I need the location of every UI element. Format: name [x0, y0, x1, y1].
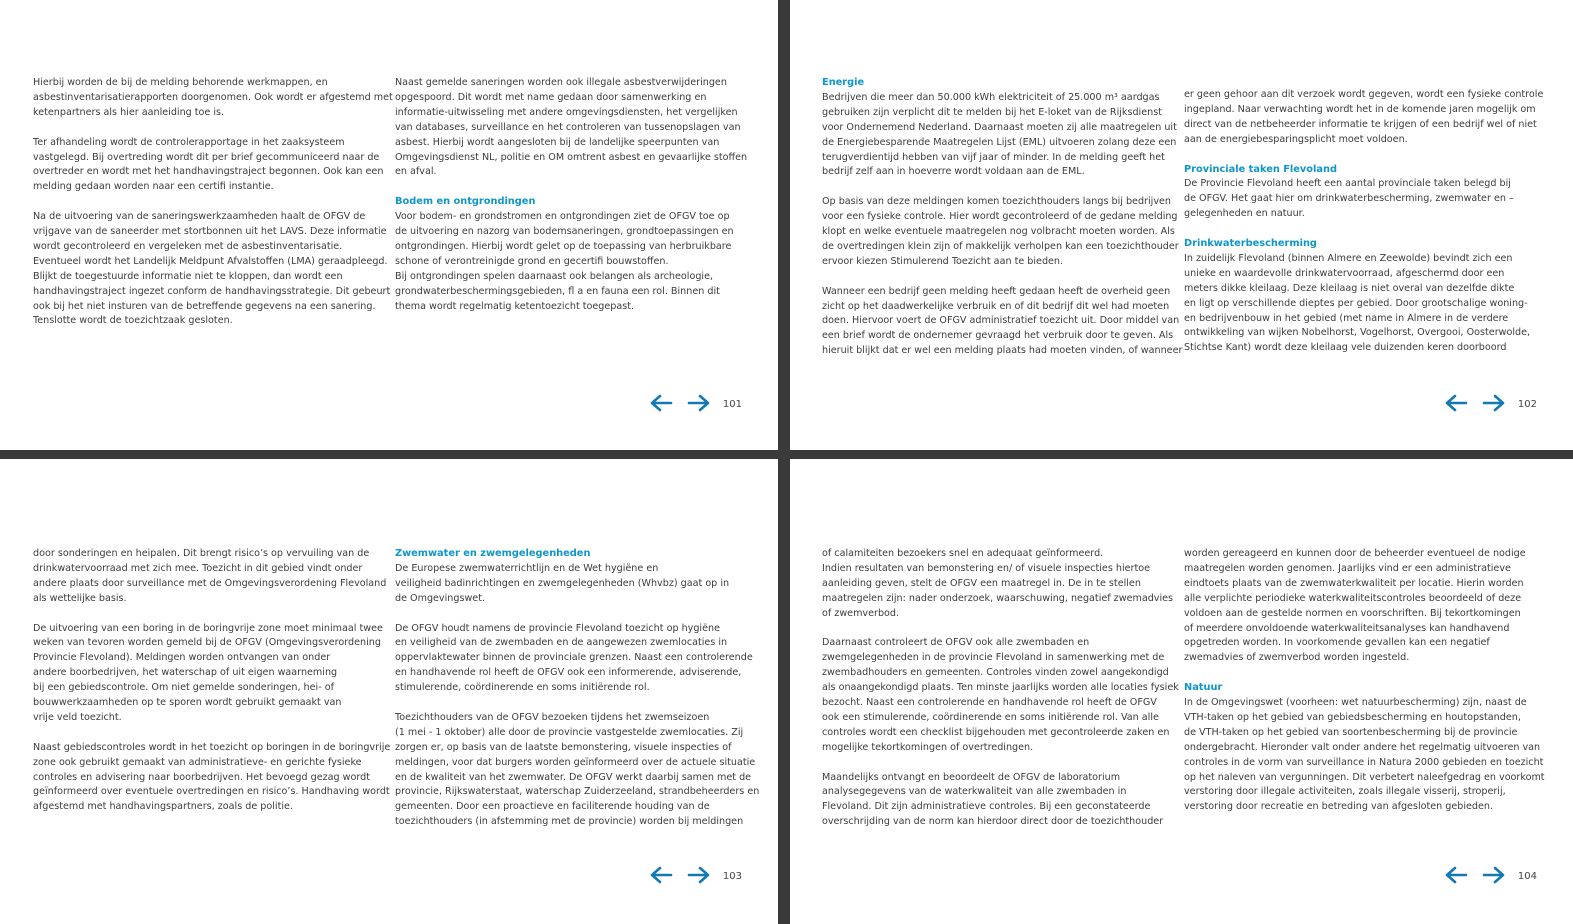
text-line: direct van de netbeheerder informatie te krijgen of een bedrijf wel of niet [1184, 118, 1537, 130]
text-line: handhavingstraject ingezet conform de handhavingsstrategie. Dit gebeurt [33, 285, 391, 297]
text-line: Ter afhandeling wordt de controlerapportage in het zaaksysteem [33, 136, 345, 148]
text-line: andere boorbedrijven, het waterschap of uit eigen waarneming [33, 667, 338, 679]
text-line: overschrijding van de norm kan hierdoor direct door de toezichthouder [822, 816, 1164, 828]
text-line: unieke en waardevolle drinkwatervoorraad, afgeschermd door een [1184, 267, 1505, 279]
right-column [395, 547, 760, 830]
next-page-button[interactable] [687, 867, 711, 885]
paragraph [822, 547, 1172, 622]
text-line: controles wordt een checklist bijgehouden met gecontroleerde zaken en [822, 726, 1170, 738]
text-line: klopt en welke eventuele maatregelen nog volbracht moeten worden. Als [822, 226, 1175, 238]
text-line: schone of verontreinigde grond en gecertifi bouwstoffen. [395, 255, 669, 267]
text-line: meters dikke kleilaag. Deze kleilaag is niet overal van dezelfde dikte [1184, 282, 1515, 294]
text-line: en afval. [395, 166, 437, 178]
text-line: verstoring door recreatie en betreding van afgesloten gebieden. [1184, 801, 1494, 813]
text-line: controles in de vorm van surveillance in Natura 2000 gebieden en toezicht [1184, 756, 1544, 768]
paragraph [1184, 88, 1544, 148]
text-line: een brief wordt de ondernemer gevraagd het verbruik door te geven. Als [822, 330, 1174, 342]
text-line: Na de uitvoering van de saneringswerkzaamheden haalt de OFGV de [33, 211, 366, 223]
text-line: De OFGV houdt namens de provincie Flevoland toezicht op hygiëne [395, 622, 720, 634]
text-line: zicht op het daadwerkelijke verbruik en of dit bedrijf dit wel had moeten [822, 300, 1170, 312]
text-line: ook bij het niet insturen van de betreffende gegevens na een sanering. [33, 300, 376, 312]
arrow-left-icon [1444, 394, 1468, 415]
text-line: Flevoland. Dit zijn administratieve controles. Bij een geconstateerde [822, 801, 1151, 813]
paragraph [33, 210, 391, 329]
text-line: zorgen er, op basis van de laatste bemonstering, visuele inspecties of [395, 741, 732, 753]
paragraph [822, 76, 1177, 180]
text-line: Maandelijks ontvangt en beoordeelt de OFGV de laboratorium [822, 771, 1121, 783]
text-line: voldoen aan de gestelde normen en voorschriften. Bij tekortkomingen [1184, 607, 1521, 619]
right-column [395, 76, 750, 314]
text-line: of calamiteiten bezoekers snel en adequaat geïnformeerd. [822, 548, 1104, 559]
text-line: overtreder en wordt met het handhavingstraject begonnen. Ook kan een [33, 166, 384, 178]
text-line: aan de energiebesparingsplicht moet voldoen. [1184, 133, 1408, 145]
section-heading: Drinkwaterbescherming [1184, 238, 1317, 250]
text-line: worden gereageerd en kunnen door de beheerder eventueel de nodige [1184, 548, 1526, 559]
paragraph [822, 636, 1179, 755]
text-line: Omgevingsdienst NL, politie en OM omtrent asbest en gevaarlijke stoffen [395, 151, 748, 163]
arrow-right-icon [1482, 394, 1506, 415]
page-103 [0, 459, 778, 924]
page-navigation [1444, 867, 1537, 885]
text-line: als onaangekondigd plaats. Ten minste jaarlijks worden alle locaties fysiek [822, 682, 1179, 694]
text-line: ketenpartners als hier aanleiding toe is. [33, 106, 225, 118]
text-line: ingepland. Naar verwachting wordt het in de komende jaren mogelijk om [1184, 103, 1536, 115]
page-navigation [649, 867, 742, 885]
section-heading: Bodem en ontgrondingen [395, 196, 536, 208]
text-line: voor Ondernemend Nederland. Daarnaast moeten zij alle maatregelen uit [822, 121, 1177, 133]
text-line: en ligt op verschillende dieptes per gebied. Door grootschalige woning- [1184, 297, 1528, 309]
paragraph [395, 711, 760, 830]
text-line: maatregelen worden genomen. Jaarlijks vind er een administratieve [1184, 562, 1511, 574]
paragraph [395, 76, 750, 180]
text-line: Naast gebiedscontroles wordt in het toezicht op boringen in de boringvrije [33, 741, 391, 753]
text-line: mogelijke tekortkomingen of overtredingen. [822, 741, 1034, 753]
paragraph [822, 195, 1179, 270]
next-page-button[interactable] [1482, 867, 1506, 885]
text-line: veiligheid badinrichtingen en zwemgelegenheden (Whvbz) gaat op in [395, 577, 730, 589]
section-heading: Provinciale taken Flevoland [1184, 163, 1337, 175]
text-line: verstoring door illegale activiteiten, zoals illegale visserij, stroperij, [1184, 786, 1506, 798]
text-line: ervoor kiezen Stimulerend Toezicht aan te bieden. [822, 255, 1064, 267]
text-line: (1 mei - 1 oktober) alle door de provincie vastgestelde zwemlocaties. Zij [395, 726, 744, 738]
text-line: toezichthouders (in afstemming met de provincie) worden bij meldingen [395, 816, 744, 828]
text-line: In de Omgevingswet (voorheen: wet natuurbescherming) zijn, naast de [1184, 697, 1527, 709]
text-line: de overtredingen klein zijn of makkelijk verholpen kan een toezichthouder [822, 240, 1179, 252]
text-line: er geen gehoor aan dit verzoek wordt gegeven, wordt een fysieke controle [1184, 89, 1544, 100]
text-line: bij een gebiedscontrole. Om niet gemelde sonderingen, hei- of [33, 682, 334, 694]
section-heading: Natuur [1184, 682, 1223, 694]
right-column [1184, 547, 1545, 815]
text-line: aanleiding geven, stelt de OFGV een maatregel in. De in te stellen [822, 577, 1141, 589]
text-line: analysegegevens van de waterkwaliteit van alle zwembaden in [822, 786, 1127, 798]
text-line: Indien resultaten van bemonstering en/ of visuele inspecties hiertoe [822, 562, 1150, 574]
page-number: 102 [1517, 398, 1537, 410]
text-line: Blijkt de toegestuurde informatie niet te kloppen, dan wordt een [33, 270, 343, 282]
text-line: Voor bodem- en grondstromen en ontgrondingen ziet de OFGV toe op [395, 211, 730, 223]
paragraph [1184, 681, 1545, 815]
text-line: de Omgevingswet. [395, 592, 486, 604]
text-line: Tenslotte wordt de toezichtzaak gesloten. [33, 315, 233, 327]
text-line: en handhavende rol heeft de OFGV ook een informerende, adviserende, [395, 667, 742, 679]
text-line: afgestemd met handhavingspartners, zoals de politie. [33, 801, 293, 813]
text-line: Op basis van deze meldingen komen toezichthouders langs bij bedrijven [822, 196, 1171, 208]
text-line: zone ook gebruikt gemaakt van administratieve- en gerichte fysieke [33, 756, 362, 768]
paragraph [395, 195, 750, 314]
left-column [33, 547, 391, 815]
text-line: grondwaterbeschermingsgebieden, fl a en fauna een rol. Binnen dit [395, 285, 720, 297]
previous-page-button[interactable] [1444, 395, 1468, 413]
text-line: op het naleven van vergunningen. Dit verbetert naleefgedrag en voorkomt [1184, 771, 1545, 783]
text-line: VTH-taken op het gebied van gebiedsbescherming en houtopstanden, [1184, 711, 1521, 723]
text-line: ontgrondingen. Hierbij wordt gelet op de toepassing van herbruikbare [395, 240, 732, 252]
text-line: Bij ontgrondingen spelen daarnaast ook belangen als archeologie, [395, 270, 714, 282]
arrow-left-icon [1444, 866, 1468, 887]
text-line: alle verplichte periodieke waterkwaliteitscontroles beoordeeld of deze [1184, 592, 1522, 604]
text-line: oppervlaktewater binnen de provinciale grenzen. Naast een controlerende [395, 652, 753, 664]
text-line: zwembadhouders en gemeenten. Controles vinden zowel aangekondigd [822, 667, 1169, 679]
arrow-left-icon [649, 394, 673, 415]
text-line: en bedrijvenbouw in het gebied (met name in Almere in de verdere [1184, 312, 1509, 324]
arrow-right-icon [687, 394, 711, 415]
text-line: Hierbij worden de bij de melding behorende werkmappen, en [33, 77, 328, 88]
paragraph [33, 547, 387, 607]
text-line: door sonderingen en heipalen. Dit brengt risico’s op vervuiling van de [33, 548, 370, 559]
arrow-left-icon [649, 866, 673, 887]
text-line: Daarnaast controleert de OFGV ook alle zwembaden en [822, 637, 1090, 649]
text-line: Wanneer een bedrijf geen melding heeft gedaan heeft de overheid geen [822, 285, 1171, 297]
page-number: 103 [722, 870, 742, 882]
text-line: maatregelen zijn: nader onderzoek, waarschuwing, negatief zwemadvies [822, 592, 1174, 604]
text-line: In zuidelijk Flevoland (binnen Almere en Zeewolde) bevindt zich een [1184, 252, 1513, 264]
text-line: eindtoets plaats van de zwemwaterkwaliteit per locatie. Hierin worden [1184, 577, 1524, 589]
arrow-right-icon [1482, 866, 1506, 887]
text-line: vrije veld toezicht. [33, 711, 122, 723]
text-line: informatie-uitwisseling met andere omgevingsdiensten, het vergelijken [395, 106, 738, 118]
text-line: terugverdientijd hebben van vijf jaar of minder. In de melding geeft het [822, 151, 1165, 163]
text-line: ook een stimulerende, coördinerende en soms initiërende rol. Van alle [822, 711, 1159, 723]
page-navigation [1444, 395, 1537, 413]
paragraph [33, 622, 383, 726]
page-number: 104 [1517, 870, 1537, 882]
text-line: ontwikkeling van wijken Nobelhorst, Vogelhorst, Overgooi, Oosterwolde, [1184, 327, 1531, 339]
text-line: gelegenheden en natuur. [1184, 208, 1305, 220]
page-102 [790, 0, 1573, 450]
paragraph [33, 136, 384, 196]
text-line: Stichtse Kant) wordt deze kleilaag vele duizenden keren doorboord [1184, 342, 1507, 354]
text-line: de OFGV. Het gaat hier om drinkwaterbescherming, zwemwater en – [1184, 193, 1514, 205]
previous-page-button[interactable] [649, 395, 673, 413]
text-line: Provincie Flevoland). Meldingen worden ontvangen van onder [33, 652, 331, 664]
text-line: zwemgelegenheden in de provincie Flevoland in samenwerking met de [822, 652, 1165, 664]
paragraph [822, 285, 1183, 360]
text-line: asbestinventarisatierapporten doorgenomen. Ook wordt er afgestemd met [33, 91, 393, 103]
page-number: 101 [722, 398, 742, 410]
text-line: drinkwatervoorraad met zich mee. Toezicht in dit gebied vindt onder [33, 562, 363, 574]
text-line: Bedrijven die meer dan 50.000 kWh elektriciteit of 25.000 m³ aardgas [822, 91, 1160, 103]
text-line: geïnformeerd over eventuele overtredingen en risico’s. Handhaving wordt [33, 786, 390, 798]
text-line: thema wordt regelmatig ketentoezicht toegepast. [395, 300, 635, 312]
text-line: en de kwaliteit van het zwemwater. De OFGV werkt daarbij samen met de [395, 771, 752, 783]
page-navigation [649, 395, 742, 413]
text-line: meldingen, voor dat burgers worden geïnformeerd over de actuele situatie [395, 756, 756, 768]
text-line: weken van tevoren worden gemeld bij de OFGV (Omgevingsverordening [33, 637, 381, 649]
arrow-right-icon [687, 866, 711, 887]
text-line: stimulerende, coördinerende en soms initiërende rol. [395, 682, 650, 694]
text-line: De Provincie Flevoland heeft een aantal provinciale taken belegd bij [1184, 178, 1511, 190]
left-column [33, 76, 393, 329]
text-line: wordt gecontroleerd en vergeleken met de asbestinventarisatie. [33, 240, 343, 252]
section-heading: Energie [822, 77, 865, 88]
text-line: doen. Hiervoor voert de OFGV administratief toezicht uit. Door middel van [822, 315, 1180, 327]
text-line: controles en advisering naar boorbedrijven. Het bevoegd gezag wordt [33, 771, 370, 783]
paragraph [822, 771, 1172, 831]
text-line: melding gedaan worden naar een certifi instantie. [33, 181, 274, 193]
text-line: hieruit blijkt dat er wel een melding plaats had moeten vinden, of wanneer [822, 345, 1183, 357]
left-column [822, 547, 1179, 830]
text-line: ondergebracht. Hieronder valt onder andere het regelmatig uitvoeren van [1184, 741, 1541, 753]
text-line: en veiligheid van de zwembaden en de aangewezen zwemlocaties in [395, 637, 728, 649]
page-101 [0, 0, 778, 450]
paragraph [33, 76, 393, 121]
left-column [822, 76, 1183, 359]
text-line: gebruiken zijn verplicht dit te melden bij het E-loket van de Rijksdienst [822, 106, 1162, 118]
paragraph [33, 741, 391, 816]
section-heading: Zwemwater en zwemgelegenheden [395, 548, 591, 559]
paragraph [1184, 237, 1539, 356]
text-line: asbest. Hierbij wordt aangesloten bij de landelijke speerpunten van [395, 136, 720, 148]
text-line: van databases, surveillance en het controleren van tussenopslagen van [395, 121, 741, 133]
text-line: bedrijf zelf aan in hoeverre wordt voldaan aan de EML. [822, 166, 1085, 178]
paragraph [1184, 163, 1539, 223]
paragraph [395, 622, 753, 697]
paragraph [395, 547, 750, 607]
text-line: vastgelegd. Bij overtreding wordt dit per brief gecommuniceerd naar de [33, 151, 380, 163]
paragraph [1184, 547, 1539, 666]
text-line: vrijgave van de saneerder met stortbonnen uit het LAVS. Deze informatie [33, 226, 387, 238]
previous-page-button[interactable] [649, 867, 673, 885]
text-line: opgetreden worden. In voorkomende gevallen kan een negatief [1184, 637, 1490, 649]
text-line: de VTH-taken op het gebied van soortenbescherming bij de provincie [1184, 726, 1518, 738]
text-line: voor een fysieke controle. Hier wordt gecontroleerd of de gedane melding [822, 211, 1178, 223]
text-line: de uitvoering en nazorg van bodemsaneringen, grondtoepassingen en [395, 226, 734, 238]
text-line: Toezichthouders van de OFGV bezoeken tijdens het zwemseizoen [395, 711, 710, 723]
next-page-button[interactable] [687, 395, 711, 413]
text-line: bezocht. Naast een controlerende en handhavende rol heeft de OFGV [822, 697, 1157, 709]
text-line: gemeenten. Door een proactieve en faciliterende houding van de [395, 801, 710, 813]
text-line: of zwemverbod. [822, 607, 900, 619]
text-line: als wettelijke basis. [33, 592, 127, 604]
next-page-button[interactable] [1482, 395, 1506, 413]
previous-page-button[interactable] [1444, 867, 1468, 885]
text-line: Eventueel wordt het Landelijk Meldpunt Afvalstoffen (LMA) geraadpleegd. [33, 255, 388, 267]
text-line: provincie, Rijkswaterstaat, waterschap Zuiderzeeland, strandbeheerders en [395, 786, 760, 798]
text-line: Naast gemelde saneringen worden ook illegale asbestverwijderingen [395, 77, 727, 88]
text-line: opgespoord. Dit wordt met name gedaan door samenwerking en [395, 91, 707, 103]
text-line: zwemadvies of zwemverbod worden ingesteld. [1184, 652, 1410, 664]
text-line: De uitvoering van een boring in de boringvrije zone moet minimaal twee [33, 622, 383, 634]
text-line: De Europese zwemwaterrichtlijn en de Wet hygiëne en [395, 562, 659, 574]
text-line: de Energiebesparende Maatregelen Lijst (EML) uitvoeren zolang deze een [822, 136, 1177, 148]
right-column [1184, 88, 1544, 356]
page-104 [790, 459, 1573, 924]
text-line: andere plaats door surveillance met de Omgevingsverordening Flevoland [33, 577, 387, 589]
text-line: of meerdere onvoldoende waterkwaliteitsanalyses kan handhavend [1184, 622, 1510, 634]
text-line: bouwwerkzaamheden op te sporen wordt gebruikt gemaakt van [33, 697, 342, 709]
